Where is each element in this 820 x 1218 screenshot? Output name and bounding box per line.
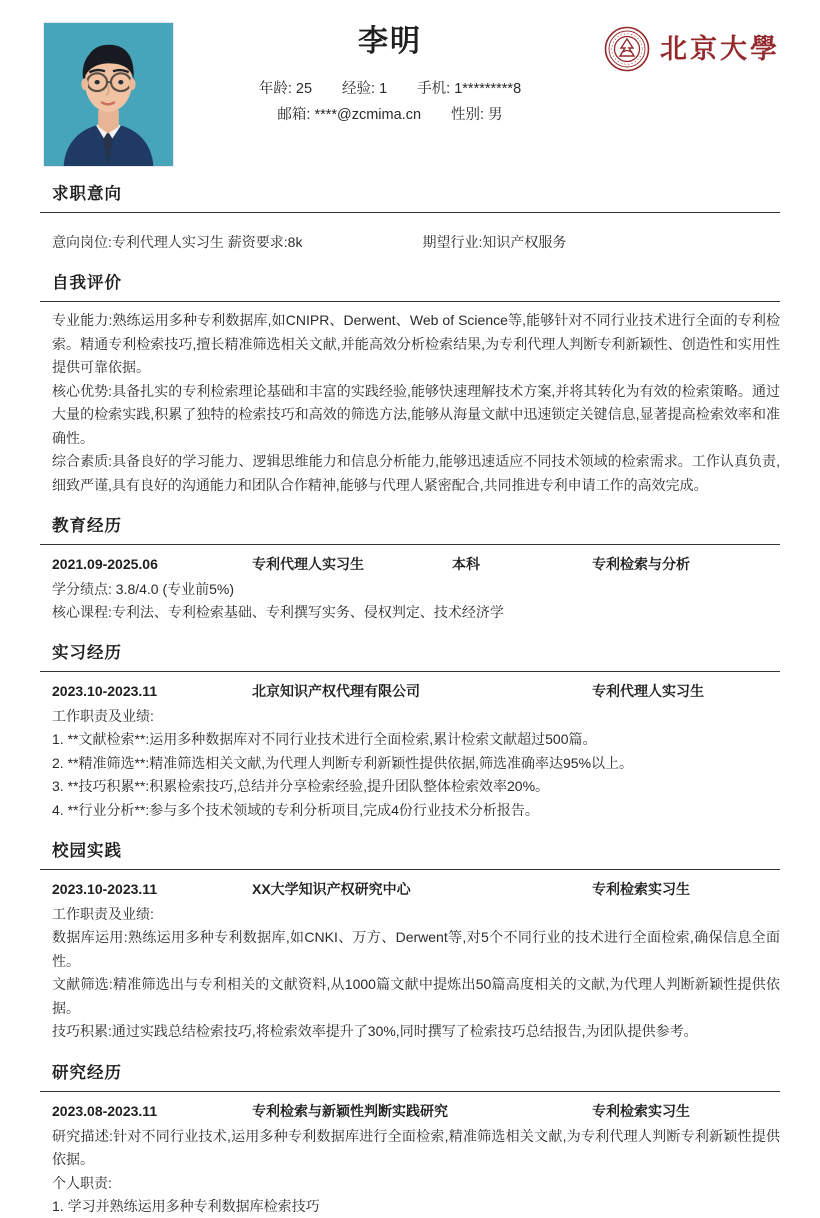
meta-gender <box>451 102 503 128</box>
research-topic: 专利检索与新颖性判断实践研究 <box>252 1099 592 1123</box>
job-intent-industry-label: 期望行业: <box>422 234 482 250</box>
meta-phone-value: 1*********8 <box>454 81 521 97</box>
research-entry <box>52 1099 780 1218</box>
campus-entry <box>52 877 780 1044</box>
campus-organization: XX大学知识产权研究中心 <box>252 877 592 901</box>
self-eval-paragraph: 专业能力:熟练运用多种专利数据库,如CNIPR、Derwent、Web of Science等,能够针对不同行业技术进行全面的专利检索。精通专利检索技巧,擅长精准筛选相关文献,并能高效分析检索结果,为专利代理人判断专利新颖性、创造性和实用性提供可靠依据。 <box>52 309 780 380</box>
avatar <box>43 22 174 167</box>
resume-header <box>40 0 780 165</box>
research-entry-header <box>52 1099 780 1123</box>
research-date: 2023.08-2023.11 <box>52 1099 252 1123</box>
internship-date: 2023.10-2023.11 <box>52 679 252 703</box>
education-field: 专利检索与分析 <box>592 552 780 576</box>
campus-entry-header <box>52 877 780 901</box>
section-title-job-intent: 求职意向 <box>40 183 780 213</box>
meta-experience-label: 经验: <box>342 81 375 97</box>
identity-block <box>200 22 580 128</box>
section-title-education: 教育经历 <box>40 515 780 545</box>
section-research <box>40 1062 780 1218</box>
job-intent-position-value: 专利代理人实习生 <box>112 234 224 250</box>
section-body-campus-practice <box>40 870 780 1044</box>
section-education <box>40 515 780 624</box>
campus-subtitle: 工作职责及业绩: <box>52 903 780 926</box>
meta-experience-value: 1 <box>379 81 387 97</box>
meta-gender-label: 性别: <box>451 107 484 123</box>
section-body-self-evaluation <box>40 302 780 497</box>
section-body-internship <box>40 672 780 822</box>
meta-age-label: 年龄: <box>259 81 292 97</box>
campus-bullet: 技巧积累:通过实践总结检索技巧,将检索效率提升了30%,同时撰写了检索技巧总结报告,为团队提供参考。 <box>52 1020 780 1044</box>
internship-bullet: 2. **精准筛选**:精准筛选相关文献,为代理人判断专利新颖性提供依据,筛选准确率达95%以上。 <box>52 752 780 776</box>
school-name: 北京大學 <box>660 36 780 63</box>
campus-bullet: 文献筛选:精准筛选出与专利相关的文献资料,从1000篇文献中提炼出50篇高度相关的文献,为代理人判断新颖性提供依据。 <box>52 973 780 1020</box>
education-detail: 学分绩点: 3.8/4.0 (专业前5%) <box>52 578 780 601</box>
meta-email-label: 邮箱: <box>277 107 310 123</box>
internship-entry <box>52 679 780 822</box>
education-date: 2021.09-2025.06 <box>52 552 252 576</box>
meta-phone-label: 手机: <box>417 81 450 97</box>
section-body-research <box>40 1092 780 1218</box>
campus-date: 2023.10-2023.11 <box>52 877 252 901</box>
school-badge <box>604 26 780 72</box>
section-internship <box>40 642 780 822</box>
meta-line-2 <box>200 102 580 128</box>
section-title-research: 研究经历 <box>40 1062 780 1092</box>
meta-experience <box>342 76 387 102</box>
section-title-campus-practice: 校园实践 <box>40 840 780 870</box>
job-intent-row <box>52 220 780 254</box>
internship-bullet: 3. **技巧积累**:积累检索技巧,总结并分享检索经验,提升团队整体检索效率20%。 <box>52 775 780 799</box>
education-program: 专利代理人实习生 <box>252 552 452 576</box>
page-title: 李明 <box>200 22 580 62</box>
section-body-job-intent <box>40 213 780 254</box>
job-intent-industry-value: 知识产权服务 <box>482 234 566 250</box>
job-intent-salary-value: 8k <box>288 234 303 250</box>
portrait-photo-icon <box>44 23 173 166</box>
campus-role: 专利检索实习生 <box>592 877 780 901</box>
job-intent-position-label: 意向岗位: <box>52 234 112 250</box>
meta-email-value: ****@zcmima.cn <box>314 107 421 123</box>
campus-bullet: 数据库运用:熟练运用多种专利数据库,如CNKI、万方、Derwent等,对5个不同行业的技术进行全面检索,确保信息全面性。 <box>52 926 780 973</box>
internship-bullet: 4. **行业分析**:参与多个技术领域的专利分析项目,完成4份行业技术分析报告。 <box>52 799 780 823</box>
university-seal-icon <box>604 26 650 72</box>
education-entry-header <box>52 552 780 576</box>
section-campus-practice <box>40 840 780 1044</box>
research-description: 研究描述:针对不同行业技术,运用多种专利数据库进行全面检索,精准筛选相关文献,为专利代理人判断专利新颖性提供依据。 <box>52 1125 780 1172</box>
self-eval-paragraph: 综合素质:具备良好的学习能力、逻辑思维能力和信息分析能力,能够迅速适应不同技术领域的检索需求。工作认真负责,细致严谨,具有良好的沟通能力和团队合作精神,能够与代理人紧密配合,共同推进专利申请工作的高效完成。 <box>52 450 780 497</box>
internship-entry-header <box>52 679 780 703</box>
job-intent-position <box>52 230 302 254</box>
internship-organization: 北京知识产权代理有限公司 <box>252 679 592 703</box>
section-title-self-evaluation: 自我评价 <box>40 272 780 302</box>
job-intent-salary-label: 薪资要求: <box>228 234 288 250</box>
section-job-intent <box>40 183 780 254</box>
section-title-internship: 实习经历 <box>40 642 780 672</box>
section-body-education <box>40 545 780 624</box>
self-eval-paragraph: 核心优势:具备扎实的专利检索理论基础和丰富的实践经验,能够快速理解技术方案,并将其转化为有效的检索策略。通过大量的检索实践,积累了独特的检索技巧和高效的筛选方法,能够从海量文献中迅速锁定关键信息,显著提高检索效率和准确性。 <box>52 380 780 451</box>
meta-phone <box>417 76 521 102</box>
meta-age-value: 25 <box>296 81 312 97</box>
meta-age <box>259 76 312 102</box>
meta-email <box>277 102 421 128</box>
section-self-evaluation <box>40 272 780 497</box>
education-degree: 本科 <box>452 552 592 576</box>
education-detail: 核心课程:专利法、专利检索基础、专利撰写实务、侵权判定、技术经济学 <box>52 601 780 624</box>
job-intent-industry <box>422 230 566 254</box>
research-bullet: 1. 学习并熟练运用多种专利数据库检索技巧 <box>52 1195 780 1218</box>
meta-gender-value: 男 <box>488 107 503 123</box>
education-entry <box>52 552 780 624</box>
internship-bullet: 1. **文献检索**:运用多种数据库对不同行业技术进行全面检索,累计检索文献超过500篇。 <box>52 728 780 752</box>
internship-subtitle: 工作职责及业绩: <box>52 705 780 728</box>
research-role: 专利检索实习生 <box>592 1099 780 1123</box>
meta-line-1 <box>200 76 580 102</box>
research-subtitle: 个人职责: <box>52 1172 780 1195</box>
internship-role: 专利代理人实习生 <box>592 679 780 703</box>
